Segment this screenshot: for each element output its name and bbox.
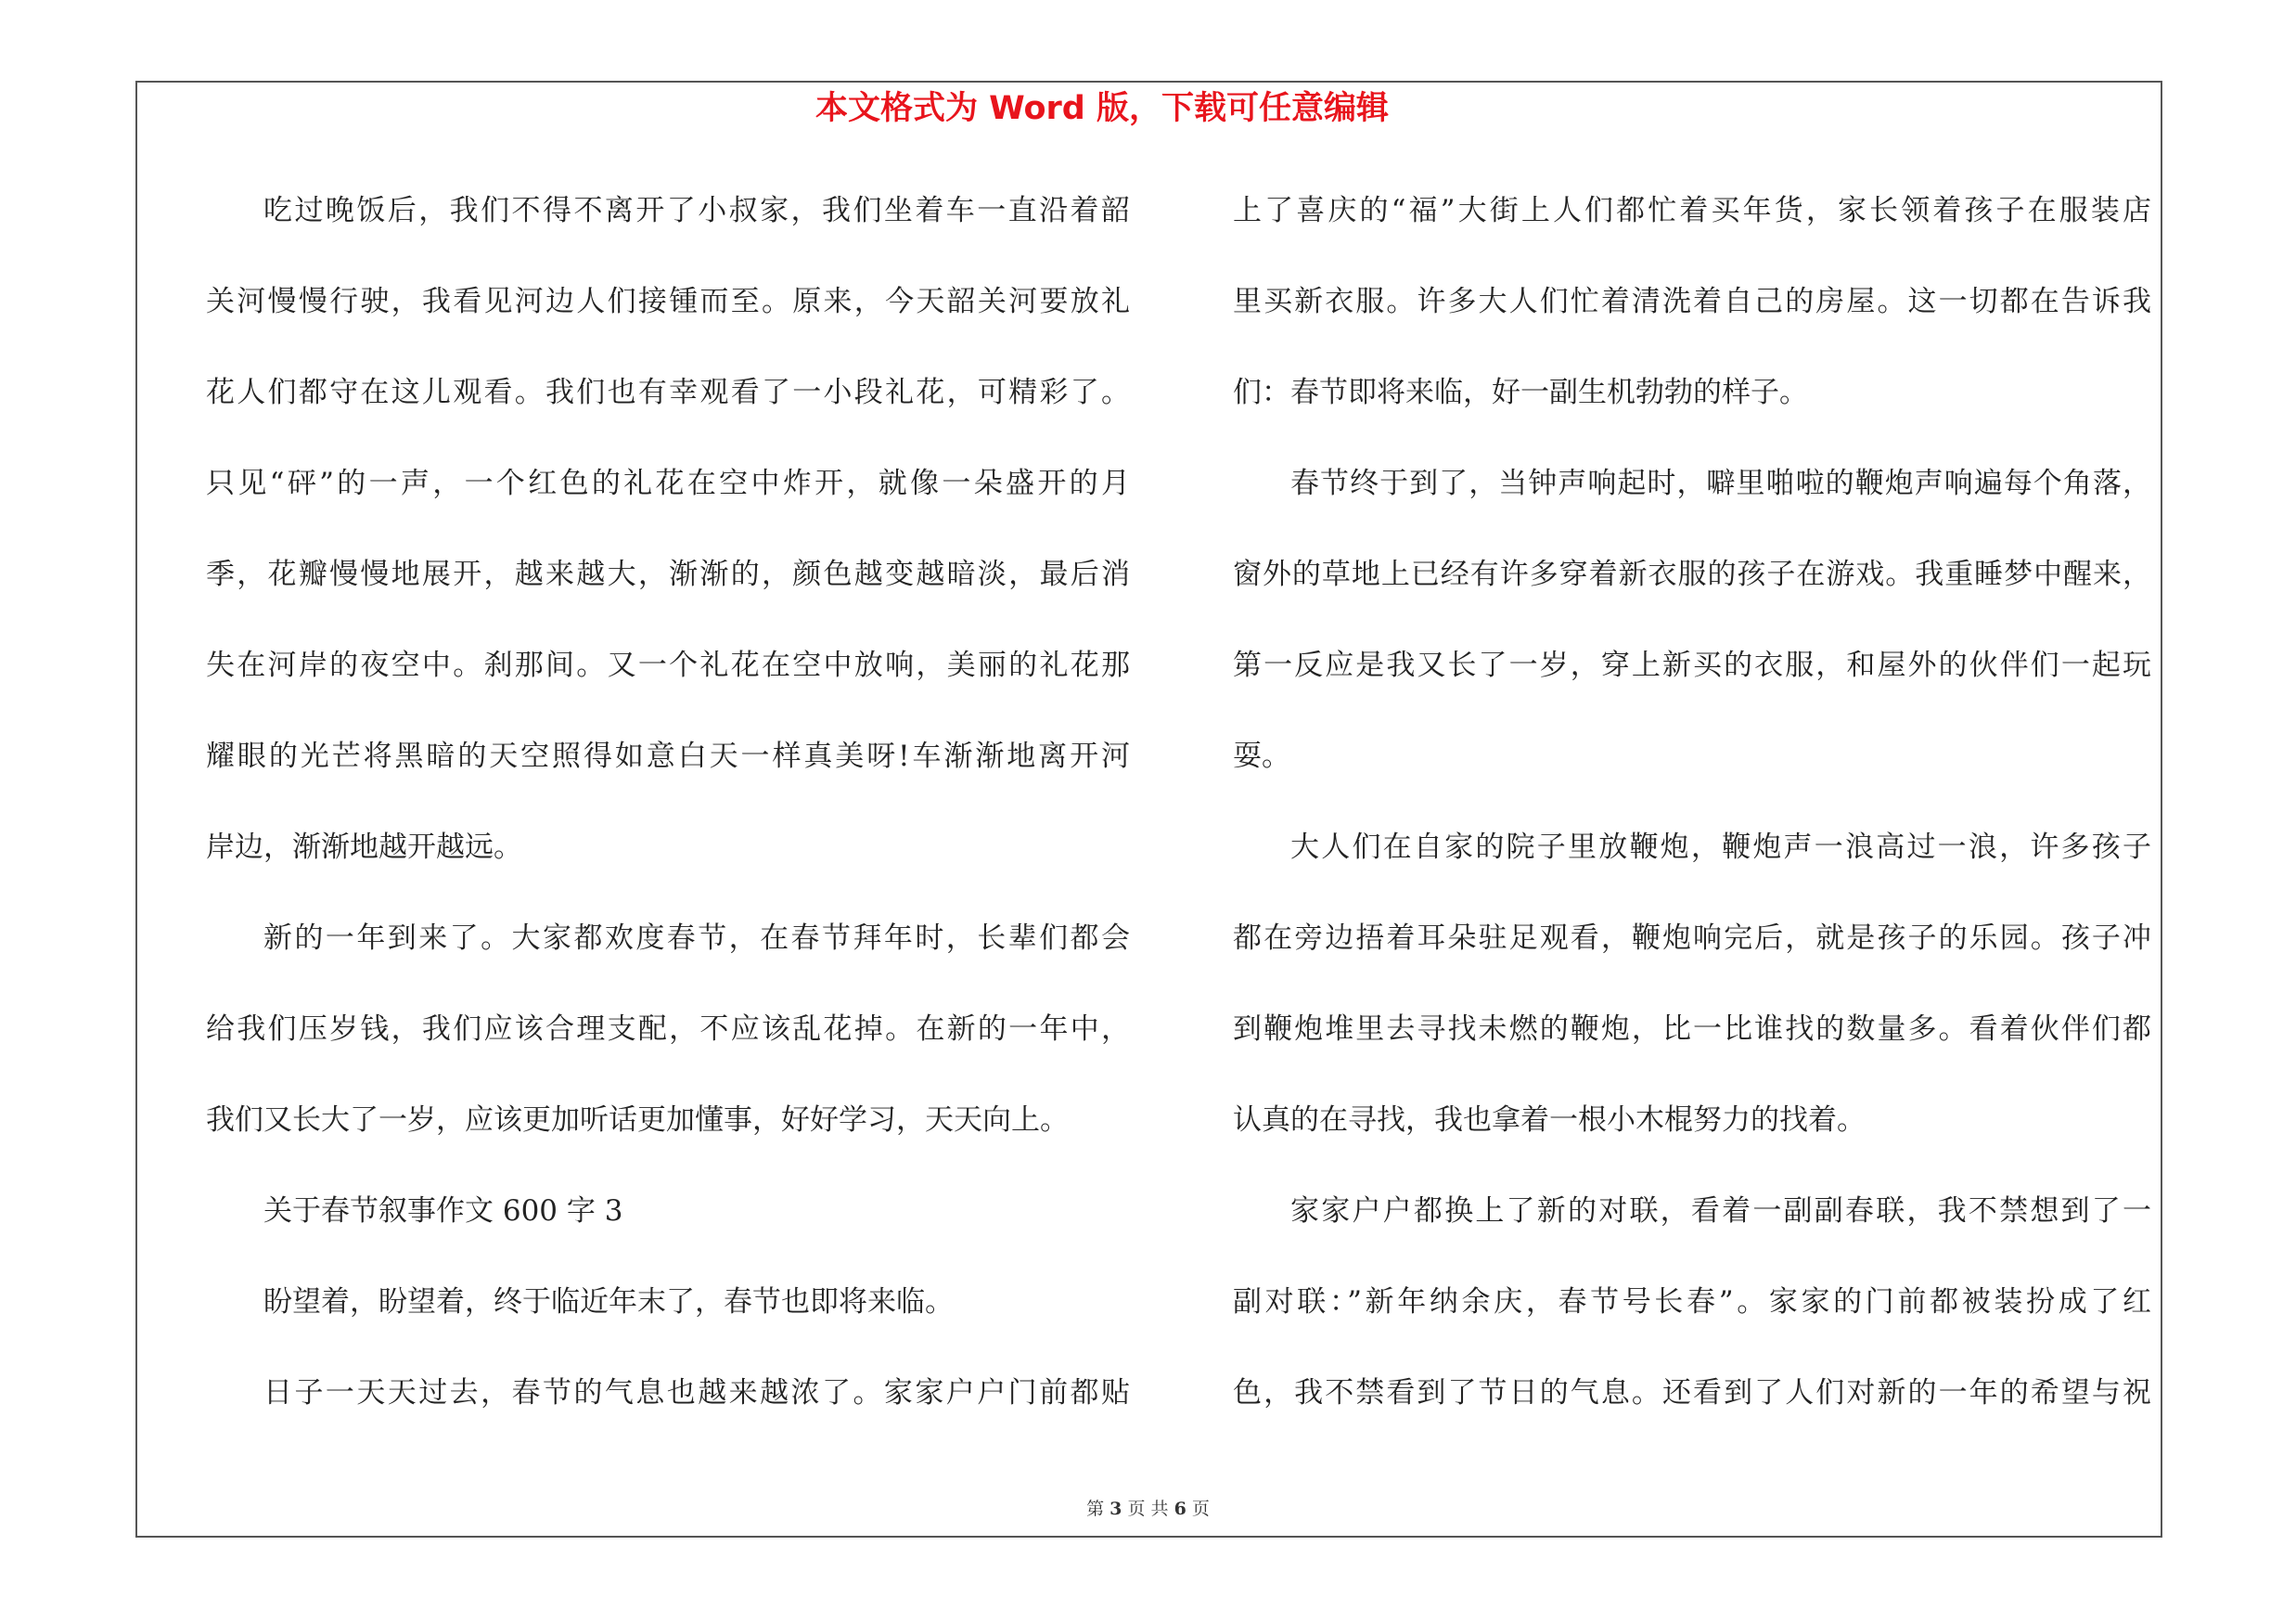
paragraph bbox=[206, 1166, 1130, 1256]
text-line: 们：春节即将来临，好一副生机勃勃的样子。 bbox=[1233, 376, 1808, 409]
total-pages-number: 6 bbox=[1174, 1499, 1186, 1519]
current-page-number: 3 bbox=[1110, 1499, 1122, 1519]
paragraph bbox=[1233, 1166, 2151, 1438]
text-line: 给我们压岁钱，我们应该合理支配，不应该乱花掉。在新的一年中， bbox=[206, 1012, 1130, 1046]
right-column bbox=[1233, 165, 2151, 1438]
page-footer bbox=[0, 1496, 2296, 1522]
page-unit: 页 bbox=[1127, 1499, 1146, 1519]
format-notice: 本文格式为 Word 版，下载可任意编辑 bbox=[815, 90, 1390, 127]
text-line: 春节终于到了，当钟声响起时，噼里啪啦的鞭炮声响遍每个角落， bbox=[1290, 467, 2151, 500]
text-line: 花人们都守在这儿观看。我们也有幸观看了一小段礼花，可精彩了。 bbox=[206, 376, 1130, 409]
text-line: 认真的在寻找，我也拿着一根小木棍努力的找着。 bbox=[1233, 1103, 1866, 1137]
text-line: 第一反应是我又长了一岁，穿上新买的衣服，和屋外的伙伴们一起玩 bbox=[1233, 649, 2151, 682]
text-line: 我们又长大了一岁，应该更加听话更加懂事，好好学习，天天向上。 bbox=[206, 1103, 1069, 1137]
text-line: 副对联：”新年纳余庆，春节号长春”。家家的门前都被装扮成了红 bbox=[1233, 1285, 2151, 1319]
text-line: 家家户户都换上了新的对联，看着一副副春联，我不禁想到了一 bbox=[1290, 1194, 2151, 1228]
paragraph bbox=[1233, 438, 2151, 802]
text-line: 耀眼的光芒将黑暗的天空照得如意白天一样真美呀!车渐渐地离开河 bbox=[206, 740, 1130, 773]
text-line: 关于春节叙事作文 600 字 3 bbox=[263, 1194, 623, 1228]
text-line: 窗外的草地上已经有许多穿着新衣服的孩子在游戏。我重睡梦中醒来， bbox=[1233, 558, 2151, 591]
text-line: 只见“砰”的一声，一个红色的礼花在空中炸开，就像一朵盛开的月 bbox=[206, 467, 1130, 500]
text-line: 耍。 bbox=[1233, 740, 1290, 773]
text-line: 里买新衣服。许多大人们忙着清洗着自己的房屋。这一切都在告诉我 bbox=[1233, 285, 2151, 318]
text-line: 关河慢慢行驶，我看见河边人们接锺而至。原来，今天韶关河要放礼 bbox=[206, 285, 1130, 318]
text-line: 到鞭炮堆里去寻找未燃的鞭炮，比一比谁找的数量多。看着伙伴们都 bbox=[1233, 1012, 2151, 1046]
text-line: 新的一年到来了。大家都欢度春节，在春节拜年时，长辈们都会 bbox=[263, 921, 1130, 955]
text-line: 日子一天天过去，春节的气息也越来越浓了。家家户户门前都贴 bbox=[263, 1376, 1130, 1410]
text-line: 大人们在自家的院子里放鞭炮，鞭炮声一浪高过一浪，许多孩子 bbox=[1290, 831, 2151, 864]
total-label: 共 bbox=[1150, 1499, 1169, 1519]
text-line: 上了喜庆的“福”大街上人们都忙着买年货，家长领着孩子在服装店 bbox=[1233, 194, 2151, 227]
text-line: 吃过晚饭后，我们不得不离开了小叔家，我们坐着车一直沿着韶 bbox=[263, 194, 1130, 227]
left-column bbox=[206, 165, 1130, 1438]
page-label: 第 bbox=[1086, 1499, 1105, 1519]
paragraph bbox=[1233, 802, 2151, 1166]
paragraph bbox=[206, 893, 1130, 1166]
paragraph bbox=[206, 1256, 1130, 1347]
paragraph bbox=[1233, 165, 2151, 438]
paragraph bbox=[206, 1347, 1130, 1438]
text-line: 失在河岸的夜空中。刹那间。又一个礼花在空中放响，美丽的礼花那 bbox=[206, 649, 1130, 682]
text-line: 盼望着，盼望着，终于临近年末了，春节也即将来临。 bbox=[263, 1285, 954, 1319]
paragraph bbox=[206, 165, 1130, 893]
text-line: 岸边，渐渐地越开越远。 bbox=[206, 831, 522, 864]
total-unit: 页 bbox=[1191, 1499, 1210, 1519]
text-line: 色，我不禁看到了节日的气息。还看到了人们对新的一年的希望与祝 bbox=[1233, 1376, 2151, 1410]
text-line: 季，花瓣慢慢地展开，越来越大，渐渐的，颜色越变越暗淡，最后消 bbox=[206, 558, 1130, 591]
text-line: 都在旁边捂着耳朵驻足观看，鞭炮响完后，就是孩子的乐园。孩子冲 bbox=[1233, 921, 2151, 955]
